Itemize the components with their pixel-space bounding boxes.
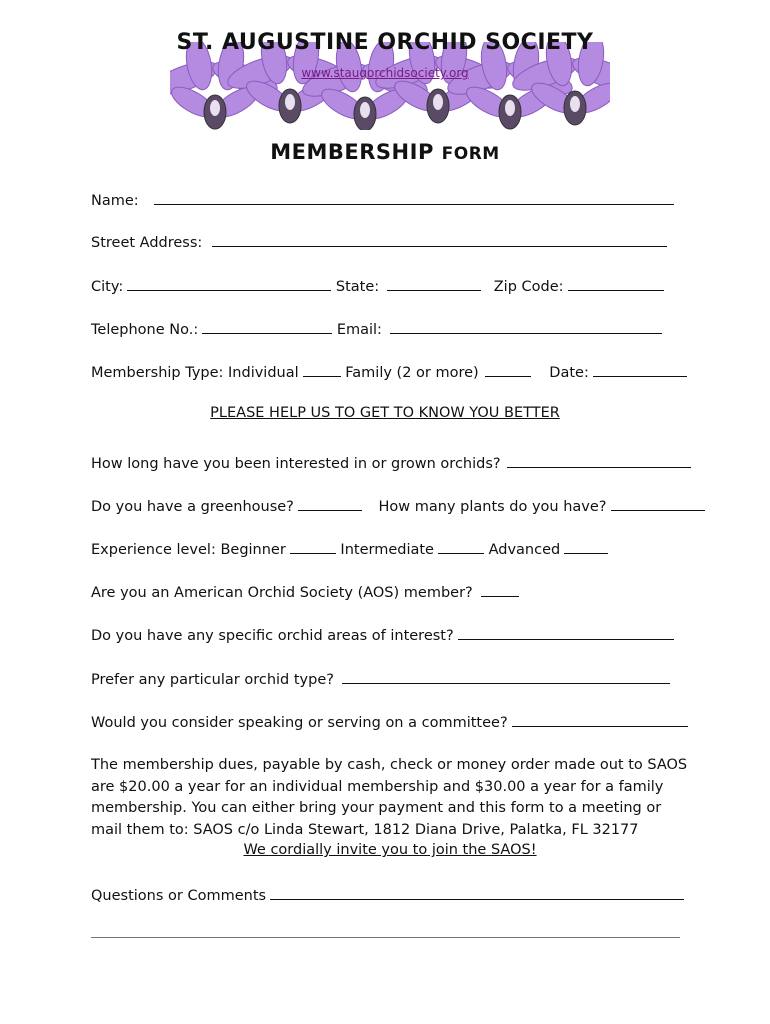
experience-label: Experience level: Beginner (91, 542, 286, 558)
form-title (0, 140, 770, 164)
section-heading: PLEASE HELP US TO GET TO KNOW YOU BETTER (210, 405, 560, 421)
comments-line-2[interactable] (91, 937, 680, 938)
committee-label: Would you consider speaking or serving on a committee? (91, 715, 508, 731)
intermediate-label: Intermediate (340, 542, 434, 558)
comments-label: Questions or Comments (91, 888, 267, 904)
how-long-field[interactable] (507, 453, 691, 468)
family-field[interactable] (485, 362, 531, 377)
type-row (91, 669, 670, 688)
intermediate-field[interactable] (438, 539, 484, 554)
street-field[interactable] (212, 232, 667, 247)
orchid-banner-image (170, 42, 610, 130)
invite-text: We cordially invite you to join the SAOS! (243, 842, 537, 858)
state-field[interactable] (387, 276, 481, 291)
beginner-field[interactable] (290, 539, 336, 554)
email-field[interactable] (390, 319, 662, 334)
zip-field[interactable] (568, 276, 664, 291)
family-label: Family (2 or more) (345, 365, 479, 381)
name-row (91, 190, 674, 209)
greenhouse-label: Do you have a greenhouse? (91, 499, 294, 515)
interest-field[interactable] (458, 625, 674, 640)
membership-row (91, 362, 687, 381)
state-label: State: (335, 279, 380, 295)
telephone-label: Telephone No.: (91, 322, 199, 338)
city-row (91, 276, 664, 295)
comments-field[interactable] (270, 885, 684, 900)
committee-row (91, 712, 688, 731)
how-long-label: How long have you been interested in or grown orchids? (91, 456, 501, 472)
city-field[interactable] (127, 276, 331, 291)
website-link[interactable]: www.staugorchidsociety.org (301, 66, 469, 80)
aos-label: Are you an American Orchid Society (AOS) member? (91, 585, 473, 601)
org-name: ST. AUGUSTINE ORCHID SOCIETY (176, 30, 594, 55)
zip-label: Zip Code: (493, 279, 564, 295)
city-label: City: (91, 279, 124, 295)
phone-row (91, 319, 662, 338)
interest-row (91, 625, 674, 644)
how-long-row (91, 453, 691, 472)
street-label: Street Address: (91, 235, 203, 251)
comments-row (91, 885, 684, 904)
telephone-field[interactable] (202, 319, 332, 334)
experience-row (91, 539, 608, 558)
aos-field[interactable] (481, 582, 519, 597)
dues-paragraph: The membership dues, payable by cash, check or money order made out to SAOS are $20.00 a year for an individual membership and $30.00 a year for a family membership. You can either bring your payment and this form to a meeting or mail them to: SAOS c/o Linda Stewart, 1812 Diana Drive, Palatka, FL 32177 (91, 757, 688, 838)
name-label: Name: (91, 193, 139, 209)
form-title-second: FORM (441, 144, 500, 164)
interest-label: Do you have any specific orchid areas of interest? (91, 628, 454, 644)
advanced-field[interactable] (564, 539, 608, 554)
greenhouse-row (91, 496, 705, 515)
greenhouse-field[interactable] (298, 496, 362, 511)
type-label: Prefer any particular orchid type? (91, 672, 334, 688)
plants-label: How many plants do you have? (378, 499, 607, 515)
aos-row (91, 582, 519, 601)
advanced-label: Advanced (488, 542, 561, 558)
date-label: Date: (549, 365, 589, 381)
date-field[interactable] (593, 362, 687, 377)
email-label: Email: (336, 322, 382, 338)
individual-field[interactable] (303, 362, 341, 377)
street-row (91, 232, 667, 251)
name-field[interactable] (154, 190, 674, 205)
membership-type-label: Membership Type: Individual (91, 365, 299, 381)
type-field[interactable] (342, 669, 670, 684)
form-title-main: MEMBERSHIP (270, 140, 434, 164)
plants-field[interactable] (611, 496, 705, 511)
committee-field[interactable] (512, 712, 688, 727)
